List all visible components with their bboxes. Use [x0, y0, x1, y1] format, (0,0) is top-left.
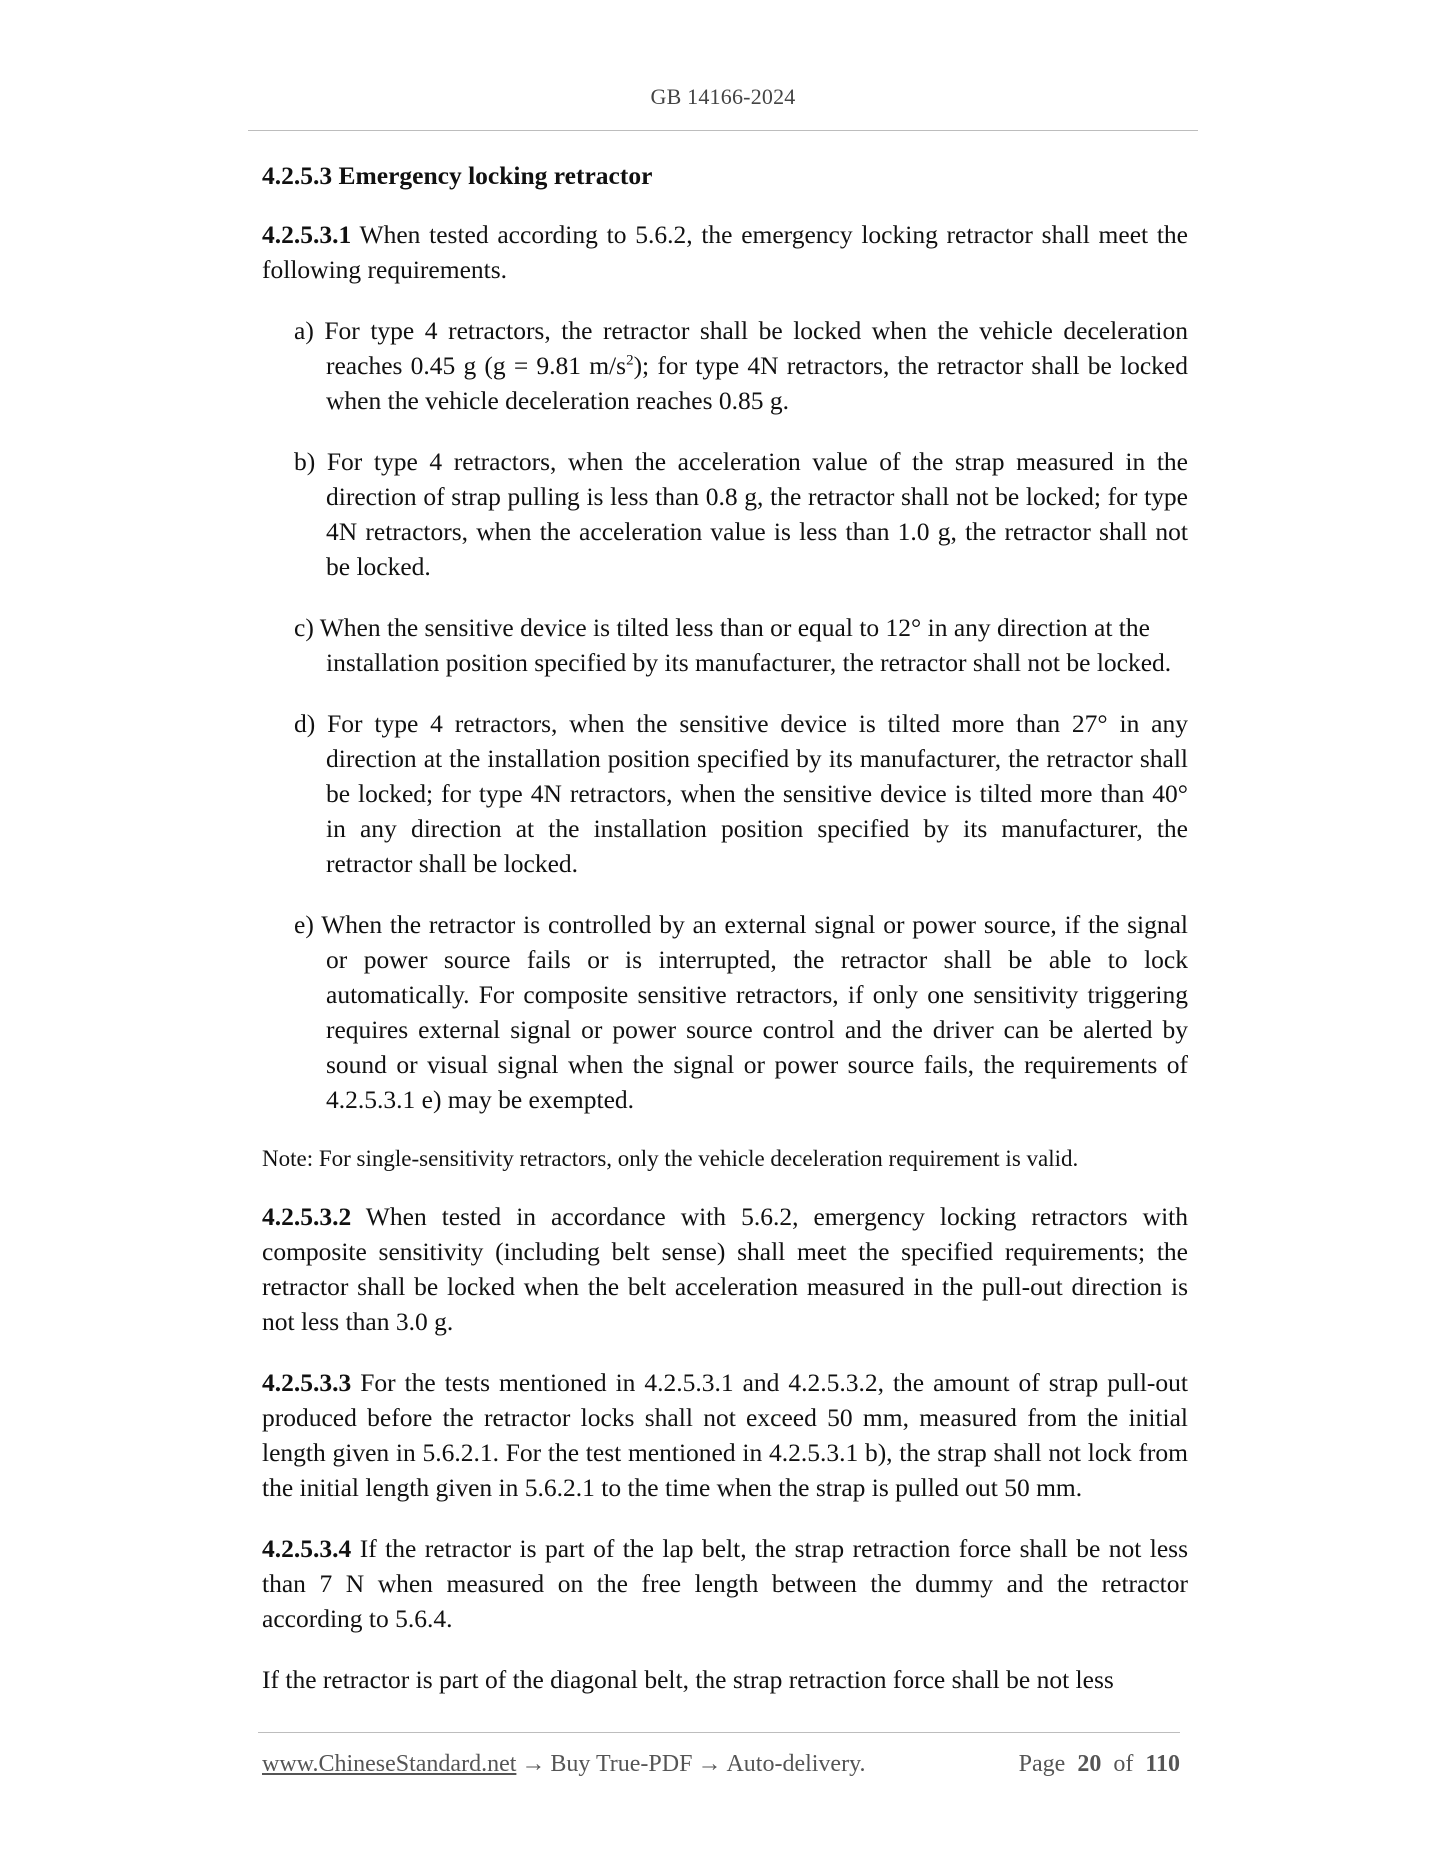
arrow-right-icon: → — [697, 1751, 722, 1777]
clause-text: When tested according to 5.6.2, the emergency locking retractor shall meet the following requirements. — [262, 220, 1188, 284]
clause-text: When tested in accordance with 5.6.2, emergency locking retractors with composite sensitivity (including belt sense) shall meet the specified requirements; the retractor shall be locked when the belt acceleration measured in the pull-out direction is not less than 3.0 g. — [262, 1202, 1188, 1336]
arrow-right-icon: → — [521, 1751, 546, 1777]
list-item-b: b) For type 4 retractors, when the acceleration value of the strap measured in the direction of strap pulling is less than 0.8 g, the retractor shall not be locked; for type 4N retractors, when the acceleration value is less than 1.0 g, the retractor shall not be locked. — [294, 447, 1188, 581]
list-item-a: a) For type 4 retractors, the retractor shall be locked when the vehicle deceleration reaches 0.45 g (g = 9.81 $m/s^2$); for type 4N retractors, the retractor shall be locked when the vehicle deceleration reaches 0.85 g. — [294, 316, 1189, 415]
list-item-d: d) For type 4 retractors, when the sensitive device is tilted more than 27° in any direction at the installation position specified by its manufacturer, the retractor shall be locked; for type 4N retractors, when the sensitive device is tilted more than 40° in any direction at the installation position specified by its manufacturer, the retractor shall be locked. — [294, 709, 1188, 878]
clause-4-2-5-3-2 — [262, 1199, 1188, 1339]
clause-text: For the tests mentioned in 4.2.5.3.1 and 4.2.5.3.2, the amount of strap pull-out produced before the retractor locks shall not exceed 50 mm, measured from the initial length given in 5.6.2.1. For the test mentioned in 4.2.5.3.1 b), the strap shall not lock from the initial length given in 5.6.2.1 to the time when the strap is pulled out 50 mm. — [262, 1368, 1188, 1502]
clause-number: 4.2.5.3.2 — [262, 1202, 352, 1231]
total-pages: 110 — [1145, 1751, 1180, 1777]
superscript: 2 — [626, 352, 634, 369]
paragraph-diagonal-belt: If the retractor is part of the diagonal belt, the strap retraction force shall be not less — [262, 1665, 1114, 1694]
page-header: GB 14166-2024 — [650, 84, 796, 109]
footer-divider — [258, 1732, 1180, 1733]
clause-number: 4.2.5.3.1 — [262, 220, 352, 249]
header-divider — [248, 130, 1198, 131]
clause-4-2-5-3-4 — [262, 1531, 1188, 1636]
page-content — [262, 158, 1188, 1723]
clause-text: If the retractor is part of the lap belt, the strap retraction force shall be not less than 7 N when measured on the free length between the dummy and the retractor according to 5.6.4. — [262, 1534, 1188, 1633]
clause-number: 4.2.5.3.4 — [262, 1534, 352, 1563]
page-indicator: Page 20 of 110 — [1018, 1751, 1180, 1777]
footer-promo — [262, 1751, 866, 1778]
section-title: 4.2.5.3 Emergency locking retractor — [262, 161, 653, 190]
buy-pdf-text: Buy True-PDF — [550, 1751, 693, 1777]
clause-4-2-5-3-3 — [262, 1365, 1188, 1505]
delivery-text: Auto-delivery. — [726, 1751, 866, 1777]
page-number: 20 — [1077, 1751, 1102, 1777]
clause-4-2-5-3-1 — [262, 217, 1188, 287]
website-link[interactable]: www.ChineseStandard.net — [262, 1751, 517, 1777]
note: Note: For single-sensitivity retractors, only the vehicle deceleration requirement is valid. — [262, 1146, 1079, 1171]
list-item-c: c) When the sensitive device is tilted less than or equal to 12° in any direction at the installation position specified by its manufacturer, the retractor shall not be locked. — [294, 613, 1172, 677]
list-item-e: e) When the retractor is controlled by an external signal or power source, if the signal or power source fails or is interrupted, the retractor shall be able to lock automatically. For composite sensitive retractors, if only one sensitivity triggering requires external signal or power source control and the driver can be alerted by sound or visual signal when the signal or power source fails, the requirements of 4.2.5.3.1 e) may be exempted. — [294, 910, 1188, 1114]
clause-number: 4.2.5.3.3 — [262, 1368, 352, 1397]
